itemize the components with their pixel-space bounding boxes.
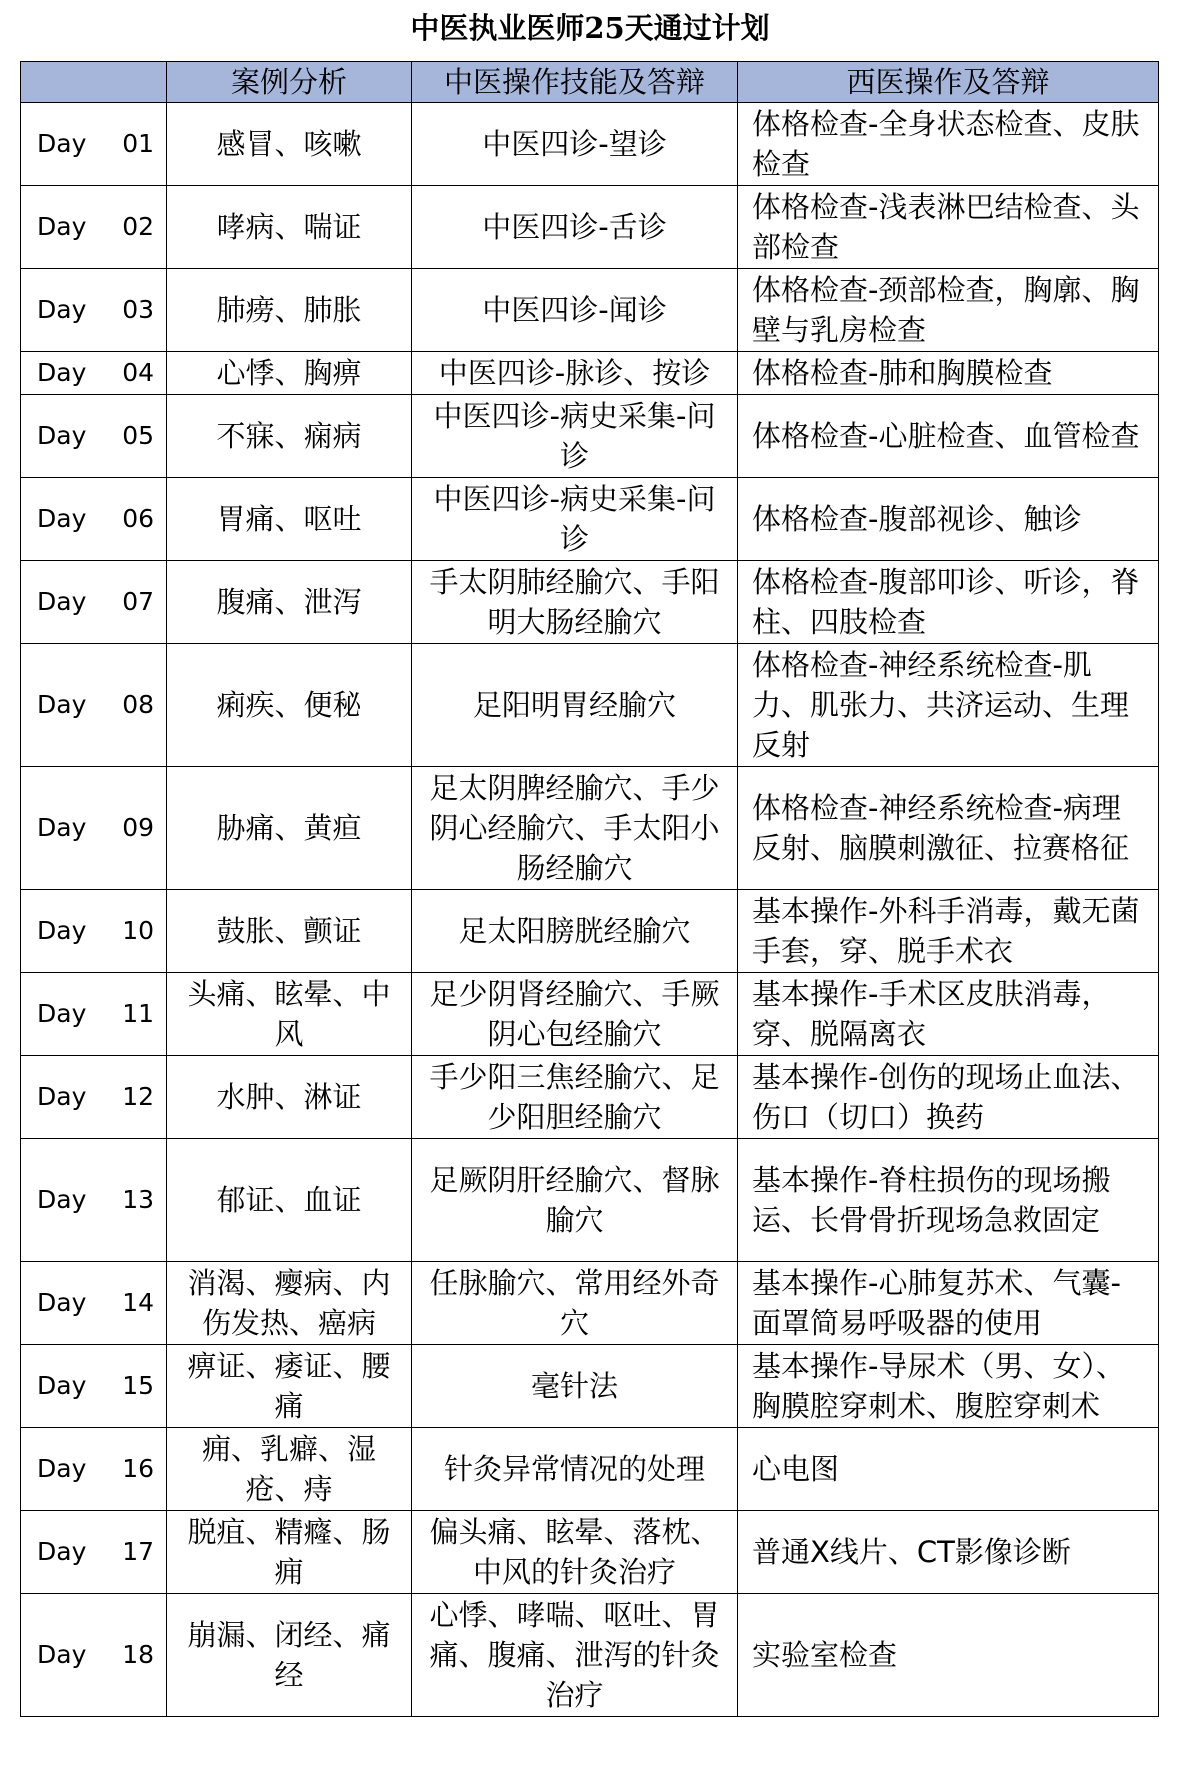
table-row: [21, 767, 1159, 890]
case-cell: 头痛、眩晕、中风: [167, 973, 412, 1056]
western-cell: 体格检查-浅表淋巴结检查、头部检查: [738, 186, 1159, 269]
tcm-cell: 中医四诊-脉诊、按诊: [412, 352, 738, 395]
page-title: 中医执业医师25天通过计划: [410, 11, 770, 45]
day-label: Day: [37, 690, 87, 719]
day-number: 18: [122, 1640, 154, 1669]
table-row: [21, 561, 1159, 644]
table-row: [21, 1345, 1159, 1428]
day-label: Day: [37, 1288, 87, 1317]
western-cell: 实验室检查: [738, 1594, 1159, 1717]
case-cell: 崩漏、闭经、痛经: [167, 1594, 412, 1717]
day-label: Day: [37, 212, 87, 241]
table-row: [21, 1428, 1159, 1511]
case-cell: 胁痛、黄疸: [167, 767, 412, 890]
day-number: 07: [122, 587, 154, 616]
day-number: 13: [122, 1185, 154, 1214]
day-cell: [21, 644, 167, 767]
day-number: 02: [122, 212, 154, 241]
day-cell: [21, 1345, 167, 1428]
case-cell: 不寐、痫病: [167, 395, 412, 478]
day-label: Day: [37, 1537, 87, 1566]
western-cell: 体格检查-肺和胸膜检查: [738, 352, 1159, 395]
day-label: Day: [37, 916, 87, 945]
day-number: 12: [122, 1082, 154, 1111]
header-western-skills: 西医操作及答辩: [738, 62, 1159, 103]
case-cell: 感冒、咳嗽: [167, 103, 412, 186]
day-label: Day: [37, 1082, 87, 1111]
day-cell: [21, 561, 167, 644]
tcm-cell: 针灸异常情况的处理: [412, 1428, 738, 1511]
day-label: Day: [37, 504, 87, 533]
day-label: Day: [37, 1185, 87, 1214]
header-row: [21, 62, 1159, 103]
table-row: [21, 644, 1159, 767]
day-number: 05: [122, 421, 154, 450]
day-label: Day: [37, 1640, 87, 1669]
tcm-cell: 足厥阴肝经腧穴、督脉腧穴: [412, 1139, 738, 1262]
case-cell: 鼓胀、颤证: [167, 890, 412, 973]
table-row: [21, 1511, 1159, 1594]
day-cell: [21, 1056, 167, 1139]
day-cell: [21, 395, 167, 478]
day-cell: [21, 1428, 167, 1511]
day-number: 16: [122, 1454, 154, 1483]
day-number: 10: [122, 916, 154, 945]
western-cell: 基本操作-脊柱损伤的现场搬运、长骨骨折现场急救固定: [738, 1139, 1159, 1262]
table-row: [21, 973, 1159, 1056]
day-number: 09: [122, 813, 154, 842]
day-label: Day: [37, 129, 87, 158]
tcm-cell: 手太阴肺经腧穴、手阳明大肠经腧穴: [412, 561, 738, 644]
table-row: [21, 1594, 1159, 1717]
day-cell: [21, 1511, 167, 1594]
tcm-cell: 中医四诊-舌诊: [412, 186, 738, 269]
day-number: 11: [122, 999, 154, 1028]
tcm-cell: 任脉腧穴、常用经外奇穴: [412, 1262, 738, 1345]
table-row: [21, 352, 1159, 395]
tcm-cell: 中医四诊-病史采集-问诊: [412, 395, 738, 478]
case-cell: 胃痛、呕吐: [167, 478, 412, 561]
case-cell: 肺痨、肺胀: [167, 269, 412, 352]
day-label: Day: [37, 295, 87, 324]
day-label: Day: [37, 358, 87, 387]
western-cell: 普通X线片、CT影像诊断: [738, 1511, 1159, 1594]
case-cell: 消渴、瘿病、内伤发热、癌病: [167, 1262, 412, 1345]
day-number: 04: [122, 358, 154, 387]
day-cell: [21, 352, 167, 395]
table-row: [21, 269, 1159, 352]
day-label: Day: [37, 1454, 87, 1483]
day-cell: [21, 973, 167, 1056]
day-cell: [21, 1262, 167, 1345]
western-cell: 体格检查-心脏检查、血管检查: [738, 395, 1159, 478]
day-label: Day: [37, 587, 87, 616]
day-cell: [21, 269, 167, 352]
table-row: [21, 890, 1159, 973]
table-row: [21, 395, 1159, 478]
day-number: 06: [122, 504, 154, 533]
day-label: Day: [37, 813, 87, 842]
study-plan-table: [20, 61, 1159, 1717]
table-row: [21, 1262, 1159, 1345]
western-cell: 体格检查-颈部检查，胸廓、胸壁与乳房检查: [738, 269, 1159, 352]
western-cell: 心电图: [738, 1428, 1159, 1511]
tcm-cell: 中医四诊-病史采集-问诊: [412, 478, 738, 561]
western-cell: 基本操作-心肺复苏术、气囊-面罩简易呼吸器的使用: [738, 1262, 1159, 1345]
day-number: 03: [122, 295, 154, 324]
case-cell: 痹证、痿证、腰痛: [167, 1345, 412, 1428]
tcm-cell: 中医四诊-闻诊: [412, 269, 738, 352]
header-case-analysis: 案例分析: [167, 62, 412, 103]
day-cell: [21, 890, 167, 973]
case-cell: 水肿、淋证: [167, 1056, 412, 1139]
case-cell: 哮病、喘证: [167, 186, 412, 269]
western-cell: 基本操作-创伤的现场止血法、伤口（切口）换药: [738, 1056, 1159, 1139]
day-cell: [21, 186, 167, 269]
case-cell: 脱疽、精癃、肠痈: [167, 1511, 412, 1594]
day-number: 15: [122, 1371, 154, 1400]
case-cell: 痢疾、便秘: [167, 644, 412, 767]
day-number: 17: [122, 1537, 154, 1566]
western-cell: 体格检查-神经系统检查-肌力、肌张力、共济运动、生理反射: [738, 644, 1159, 767]
day-cell: [21, 767, 167, 890]
tcm-cell: 毫针法: [412, 1345, 738, 1428]
tcm-cell: 中医四诊-望诊: [412, 103, 738, 186]
day-cell: [21, 103, 167, 186]
day-label: Day: [37, 999, 87, 1028]
case-cell: 郁证、血证: [167, 1139, 412, 1262]
western-cell: 体格检查-全身状态检查、皮肤检查: [738, 103, 1159, 186]
day-label: Day: [37, 421, 87, 450]
day-number: 14: [122, 1288, 154, 1317]
tcm-cell: 足阳明胃经腧穴: [412, 644, 738, 767]
table-row: [21, 103, 1159, 186]
western-cell: 体格检查-腹部叩诊、听诊，脊柱、四肢检查: [738, 561, 1159, 644]
western-cell: 体格检查-腹部视诊、触诊: [738, 478, 1159, 561]
day-number: 08: [122, 690, 154, 719]
tcm-cell: 足太阴脾经腧穴、手少阴心经腧穴、手太阳小肠经腧穴: [412, 767, 738, 890]
header-day: [21, 62, 167, 103]
western-cell: 基本操作-手术区皮肤消毒，穿、脱隔离衣: [738, 973, 1159, 1056]
table-row: [21, 186, 1159, 269]
case-cell: 腹痛、泄泻: [167, 561, 412, 644]
table-row: [21, 1056, 1159, 1139]
tcm-cell: 偏头痛、眩晕、落枕、中风的针灸治疗: [412, 1511, 738, 1594]
western-cell: 基本操作-导尿术（男、女）、胸膜腔穿刺术、腹腔穿刺术: [738, 1345, 1159, 1428]
day-cell: [21, 1594, 167, 1717]
day-label: Day: [37, 1371, 87, 1400]
tcm-cell: 足太阳膀胱经腧穴: [412, 890, 738, 973]
tcm-cell: 手少阳三焦经腧穴、足少阳胆经腧穴: [412, 1056, 738, 1139]
case-cell: 痈、乳癖、湿疮、痔: [167, 1428, 412, 1511]
western-cell: 基本操作-外科手消毒，戴无菌手套，穿、脱手术衣: [738, 890, 1159, 973]
day-number: 01: [122, 129, 154, 158]
table-row: [21, 1139, 1159, 1262]
table-row: [21, 478, 1159, 561]
tcm-cell: 心悸、哮喘、呕吐、胃痛、腹痛、泄泻的针灸治疗: [412, 1594, 738, 1717]
case-cell: 心悸、胸痹: [167, 352, 412, 395]
tcm-cell: 足少阴肾经腧穴、手厥阴心包经腧穴: [412, 973, 738, 1056]
day-cell: [21, 1139, 167, 1262]
western-cell: 体格检查-神经系统检查-病理反射、脑膜刺激征、拉赛格征: [738, 767, 1159, 890]
header-tcm-skills: 中医操作技能及答辩: [412, 62, 738, 103]
table-body: [21, 103, 1159, 1717]
table-header: [21, 62, 1159, 103]
day-cell: [21, 478, 167, 561]
